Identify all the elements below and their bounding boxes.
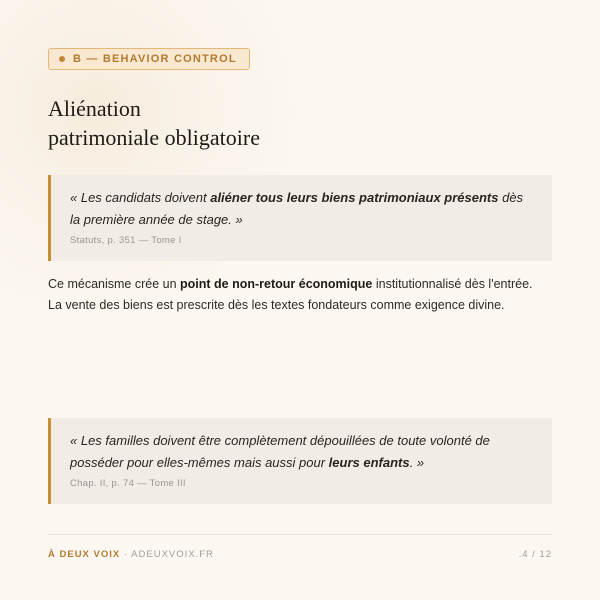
quote-2-post: . » (409, 455, 425, 470)
category-badge (48, 48, 250, 70)
badge-dot-icon (59, 56, 65, 62)
quote-1-post: dès la première année de stage. » (70, 190, 524, 227)
quote-1-source: Statuts, p. 351 — Tome I (70, 235, 182, 246)
paragraph-line-1 (48, 274, 558, 295)
quote-1-text (70, 187, 536, 231)
page-number: .4 / 12 (518, 549, 552, 560)
quote-2-text (70, 430, 536, 474)
paragraph-post: institutionnalisé dès l'entrée. (372, 277, 533, 291)
paragraph-line-2: La vente des biens est prescrite dès les textes fondateurs comme exigence divine. (48, 298, 505, 312)
footer-separator: · (120, 549, 132, 560)
title-line-2: patrimoniale obligatoire (48, 125, 260, 150)
paragraph-pre: Ce mécanisme crée un (48, 277, 181, 291)
body-paragraph (48, 274, 558, 316)
quote-block-2 (48, 418, 552, 504)
quote-block-1 (48, 175, 552, 261)
page-title (48, 94, 548, 152)
title-line-1: Aliénation (48, 96, 141, 121)
brand-name: À DEUX VOIX (48, 549, 121, 560)
quote-2-source: Chap. II, p. 74 — Tome III (70, 478, 186, 489)
badge-label: B — BEHAVIOR CONTROL (73, 53, 237, 65)
quote-1-pre: « Les candidats doivent (70, 190, 211, 205)
quote-2-bold: leurs enfants (328, 455, 410, 470)
footer-brand (48, 549, 214, 560)
site-url[interactable]: ADEUXVOIX.FR (131, 549, 214, 560)
quote-2-pre: « Les familles doivent être complètement dépouillées de toute volonté de posséder pour elles-mêmes mais aussi pour (70, 433, 490, 470)
footer-divider (48, 534, 552, 535)
paragraph-bold: point de non-retour économique (180, 277, 373, 291)
quote-1-bold: aliéner tous leurs biens patrimoniaux présents (210, 190, 499, 205)
